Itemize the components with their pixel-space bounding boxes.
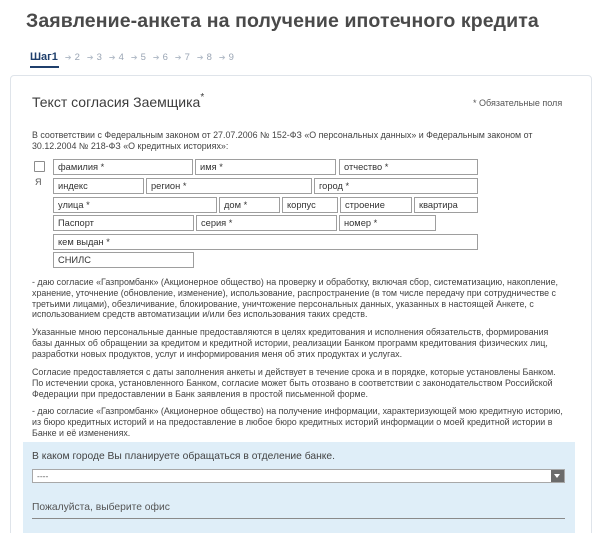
house-field[interactable]: дом * [219,197,280,213]
surname-field[interactable]: фамилия * [53,159,193,175]
chevron-down-icon[interactable] [551,470,564,482]
snils-field[interactable]: СНИЛС [53,252,194,268]
arrow-right-icon: ➔ [64,52,72,62]
consent-intro-text: В соответствии с Федеральным законом от 27.07.2006 № 152-ФЗ «О персональных данных» и Федеральным законом от 30.12.2004 № 218-ФЗ «О кредитных историях»: [32,130,533,151]
city-field[interactable]: город * [314,178,478,194]
step-8: 8 [206,51,212,63]
step-9: 9 [228,51,234,63]
patronymic-field[interactable]: отчество * [339,159,478,175]
consent-paragraph-1: - даю согласие «Газпромбанк» (Акционерное общество) на проверку и обработку, включая сбор, систематизацию, накопление, хранение, уточнение (обновление, изменение), использование, распространение (в том числе передачу при сотрудничестве с третьими лицами), обезличивание, блокирование, уничтожение персональных данных, указанных в настоящей Анкете, с использованием средств автоматизации и/или без использования таких средств. [32,277,558,320]
street-field[interactable]: улица * [53,197,217,213]
passport-number-field[interactable]: номер * [339,215,436,231]
step-3: 3 [96,51,102,63]
passport-series-field[interactable]: серия * [196,215,337,231]
passport-label-field: Паспорт [53,215,194,231]
consent-title-text: Текст согласия Заемщика [32,94,201,110]
step-7: 7 [184,51,190,63]
step-5: 5 [140,51,146,63]
arrow-right-icon: ➔ [196,52,204,62]
name-field[interactable]: имя * [195,159,336,175]
ya-label: Я [35,177,42,187]
city-select[interactable] [32,469,565,483]
step-navigation [30,51,234,63]
arrow-right-icon: ➔ [152,52,160,62]
arrow-right-icon: ➔ [218,52,226,62]
arrow-right-icon: ➔ [86,52,94,62]
city-select-value: ---- [37,471,49,481]
city-question-label: В каком городе Вы планируете обращаться в отделение банке. [32,451,336,462]
arrow-right-icon: ➔ [130,52,138,62]
page-title: Заявление-анкета на получение ипотечного кредита [26,10,539,32]
apartment-field[interactable]: квартира [414,197,478,213]
office-select-placeholder[interactable]: Пожалуйста, выберите офис [32,502,170,513]
arrow-right-icon: ➔ [174,52,182,62]
region-field[interactable]: регион * [146,178,312,194]
arrow-right-icon: ➔ [108,52,116,62]
consent-paragraph-4: - даю согласие «Газпромбанк» (Акционерное общество) на получение информации, характеризующей мою кредитную историю, из бюро кредитных историй и на предоставление в любое бюро кредитных историй информации о моей кредитной истории в Банке и её изменениях. [32,406,563,438]
step-4: 4 [118,51,124,63]
building-field[interactable]: корпус [282,197,338,213]
consent-paragraph-2: Указанные мною персональные данные предоставляются в целях кредитования и исполнения обязательств, формирования базы данных об обращении за кредитом и кредитной истории, реализации Банком программ кредитования физических лиц, разработки новых продуктов, услуг и информирования меня об этих продуктах и услугах. [32,327,549,359]
issued-by-field[interactable]: кем выдан * [53,234,478,250]
consent-checkbox[interactable] [34,161,45,172]
step-1-active[interactable]: Шаг1 [30,51,58,63]
required-star: * [200,92,205,103]
office-select-underline [32,518,565,519]
required-fields-note: * Обязательные поля [473,98,563,108]
step-6: 6 [162,51,168,63]
step-2: 2 [74,51,80,63]
consent-section-title [32,94,204,110]
consent-paragraph-3: Согласие предоставляется с даты заполнения анкеты и действует в течение срока и в порядке, которые установлены Банком. По истечении срока, установленного Банком, согласие может быть отозвано в соответствии с законодательством Российской Федерации при предоставлении в Банк заявления в простой письменной форме. [32,367,556,399]
structure-field[interactable]: строение [340,197,412,213]
index-field[interactable]: индекс [53,178,144,194]
